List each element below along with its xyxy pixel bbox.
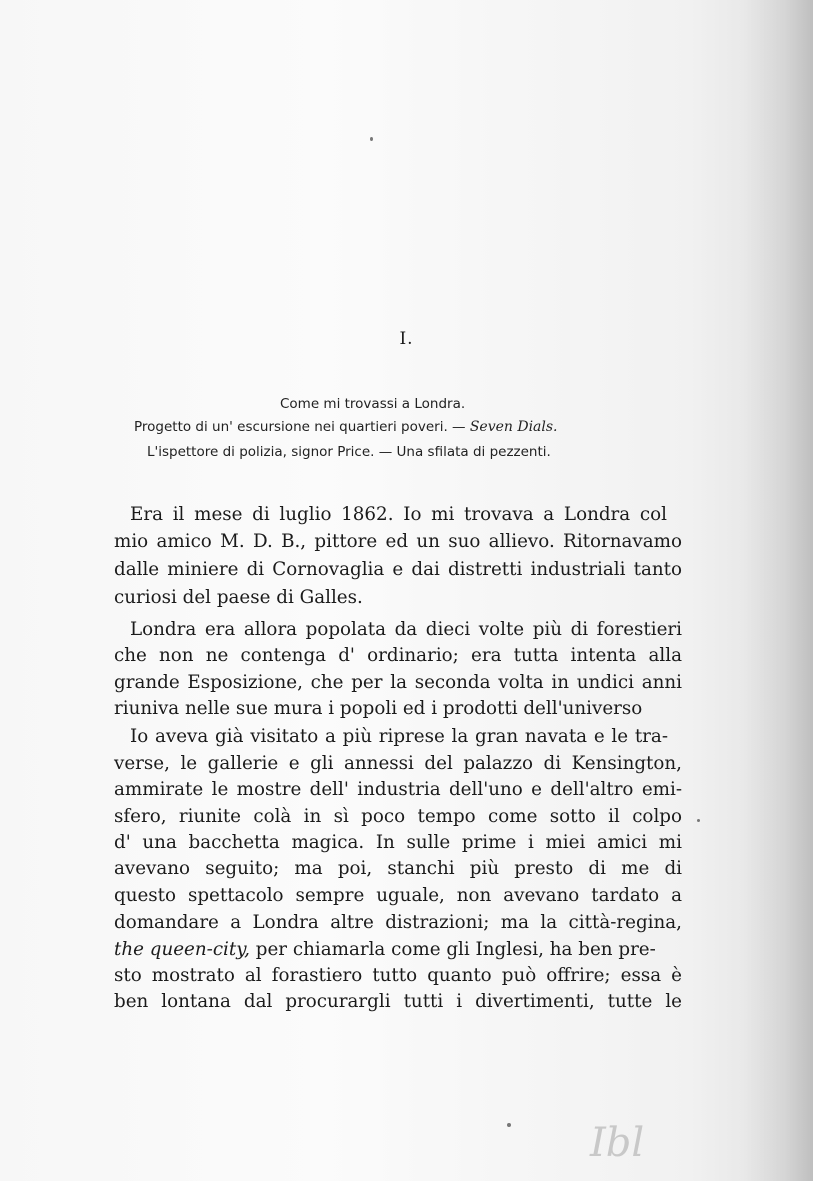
scan-speck (370, 137, 373, 141)
chapter-summary-line-1: Come mi trovassi a Londra. (280, 396, 466, 412)
summary-line-2-text: Progetto di un' escursione nei quartieri poveri. — (134, 419, 470, 435)
body-line: sto mostrato al forastiero tutto quanto può offrire; essa è (114, 965, 682, 986)
body-line: ben lontana dal procurargli tutti i divertimenti, tutte le (114, 991, 682, 1012)
body-line: curiosi del paese di Galles. (114, 587, 363, 608)
scan-speck (697, 819, 700, 822)
chapter-summary-line-3: L'ispettore di polizia, signor Price. — Una sfilata di pezzenti. (147, 444, 551, 460)
body-line: sfero, riunite colà in sì poco tempo come sotto il colpo (114, 806, 682, 827)
body-line: d' una bacchetta magica. In sulle prime i miei amici mi (114, 832, 682, 853)
chapter-number: I. (399, 329, 414, 349)
body-line: Io aveva già visitato a più riprese la gran navata e le tra- (130, 726, 668, 747)
body-line: riuniva nelle sue mura i popoli ed i prodotti dell'universo (114, 698, 643, 719)
body-line: verse, le gallerie e gli annessi del palazzo di Kensington, (114, 753, 682, 774)
body-line: che non ne contenga d' ordinario; era tutta intenta alla (114, 645, 682, 666)
body-line: domandare a Londra altre distrazioni; ma la città-regina, (114, 912, 682, 933)
body-line: mio amico M. D. B., pittore ed un suo allievo. Ritornavamo (114, 531, 682, 552)
scan-speck (507, 1123, 511, 1127)
body-line: grande Esposizione, che per la seconda volta in undici anni (114, 672, 682, 693)
body-line: questo spettacolo sempre uguale, non avevano tardato a (114, 885, 682, 906)
body-line: dalle miniere di Cornovaglia e dai distretti industriali tanto (114, 559, 682, 580)
summary-seven-dials: Seven Dials. (469, 419, 558, 435)
page-edge-shadow (743, 0, 813, 1181)
body-line: avevano seguito; ma poi, stanchi più presto di me di (114, 858, 682, 879)
body-line-rest: per chiamarla come gli Inglesi, ha ben pre- (249, 939, 656, 960)
body-line: ammirate le mostre dell' industria dell'uno e dell'altro emi- (114, 779, 682, 800)
body-line (114, 939, 656, 960)
body-line: Era il mese di luglio 1862. Io mi trovava a Londra col (130, 504, 667, 525)
body-line: Londra era allora popolata da dieci volte più di forestieri (130, 619, 682, 640)
chapter-summary-line-2 (134, 419, 558, 435)
queen-city-phrase: the queen-city, (114, 939, 250, 960)
handwritten-mark: Ibl (590, 1120, 645, 1166)
